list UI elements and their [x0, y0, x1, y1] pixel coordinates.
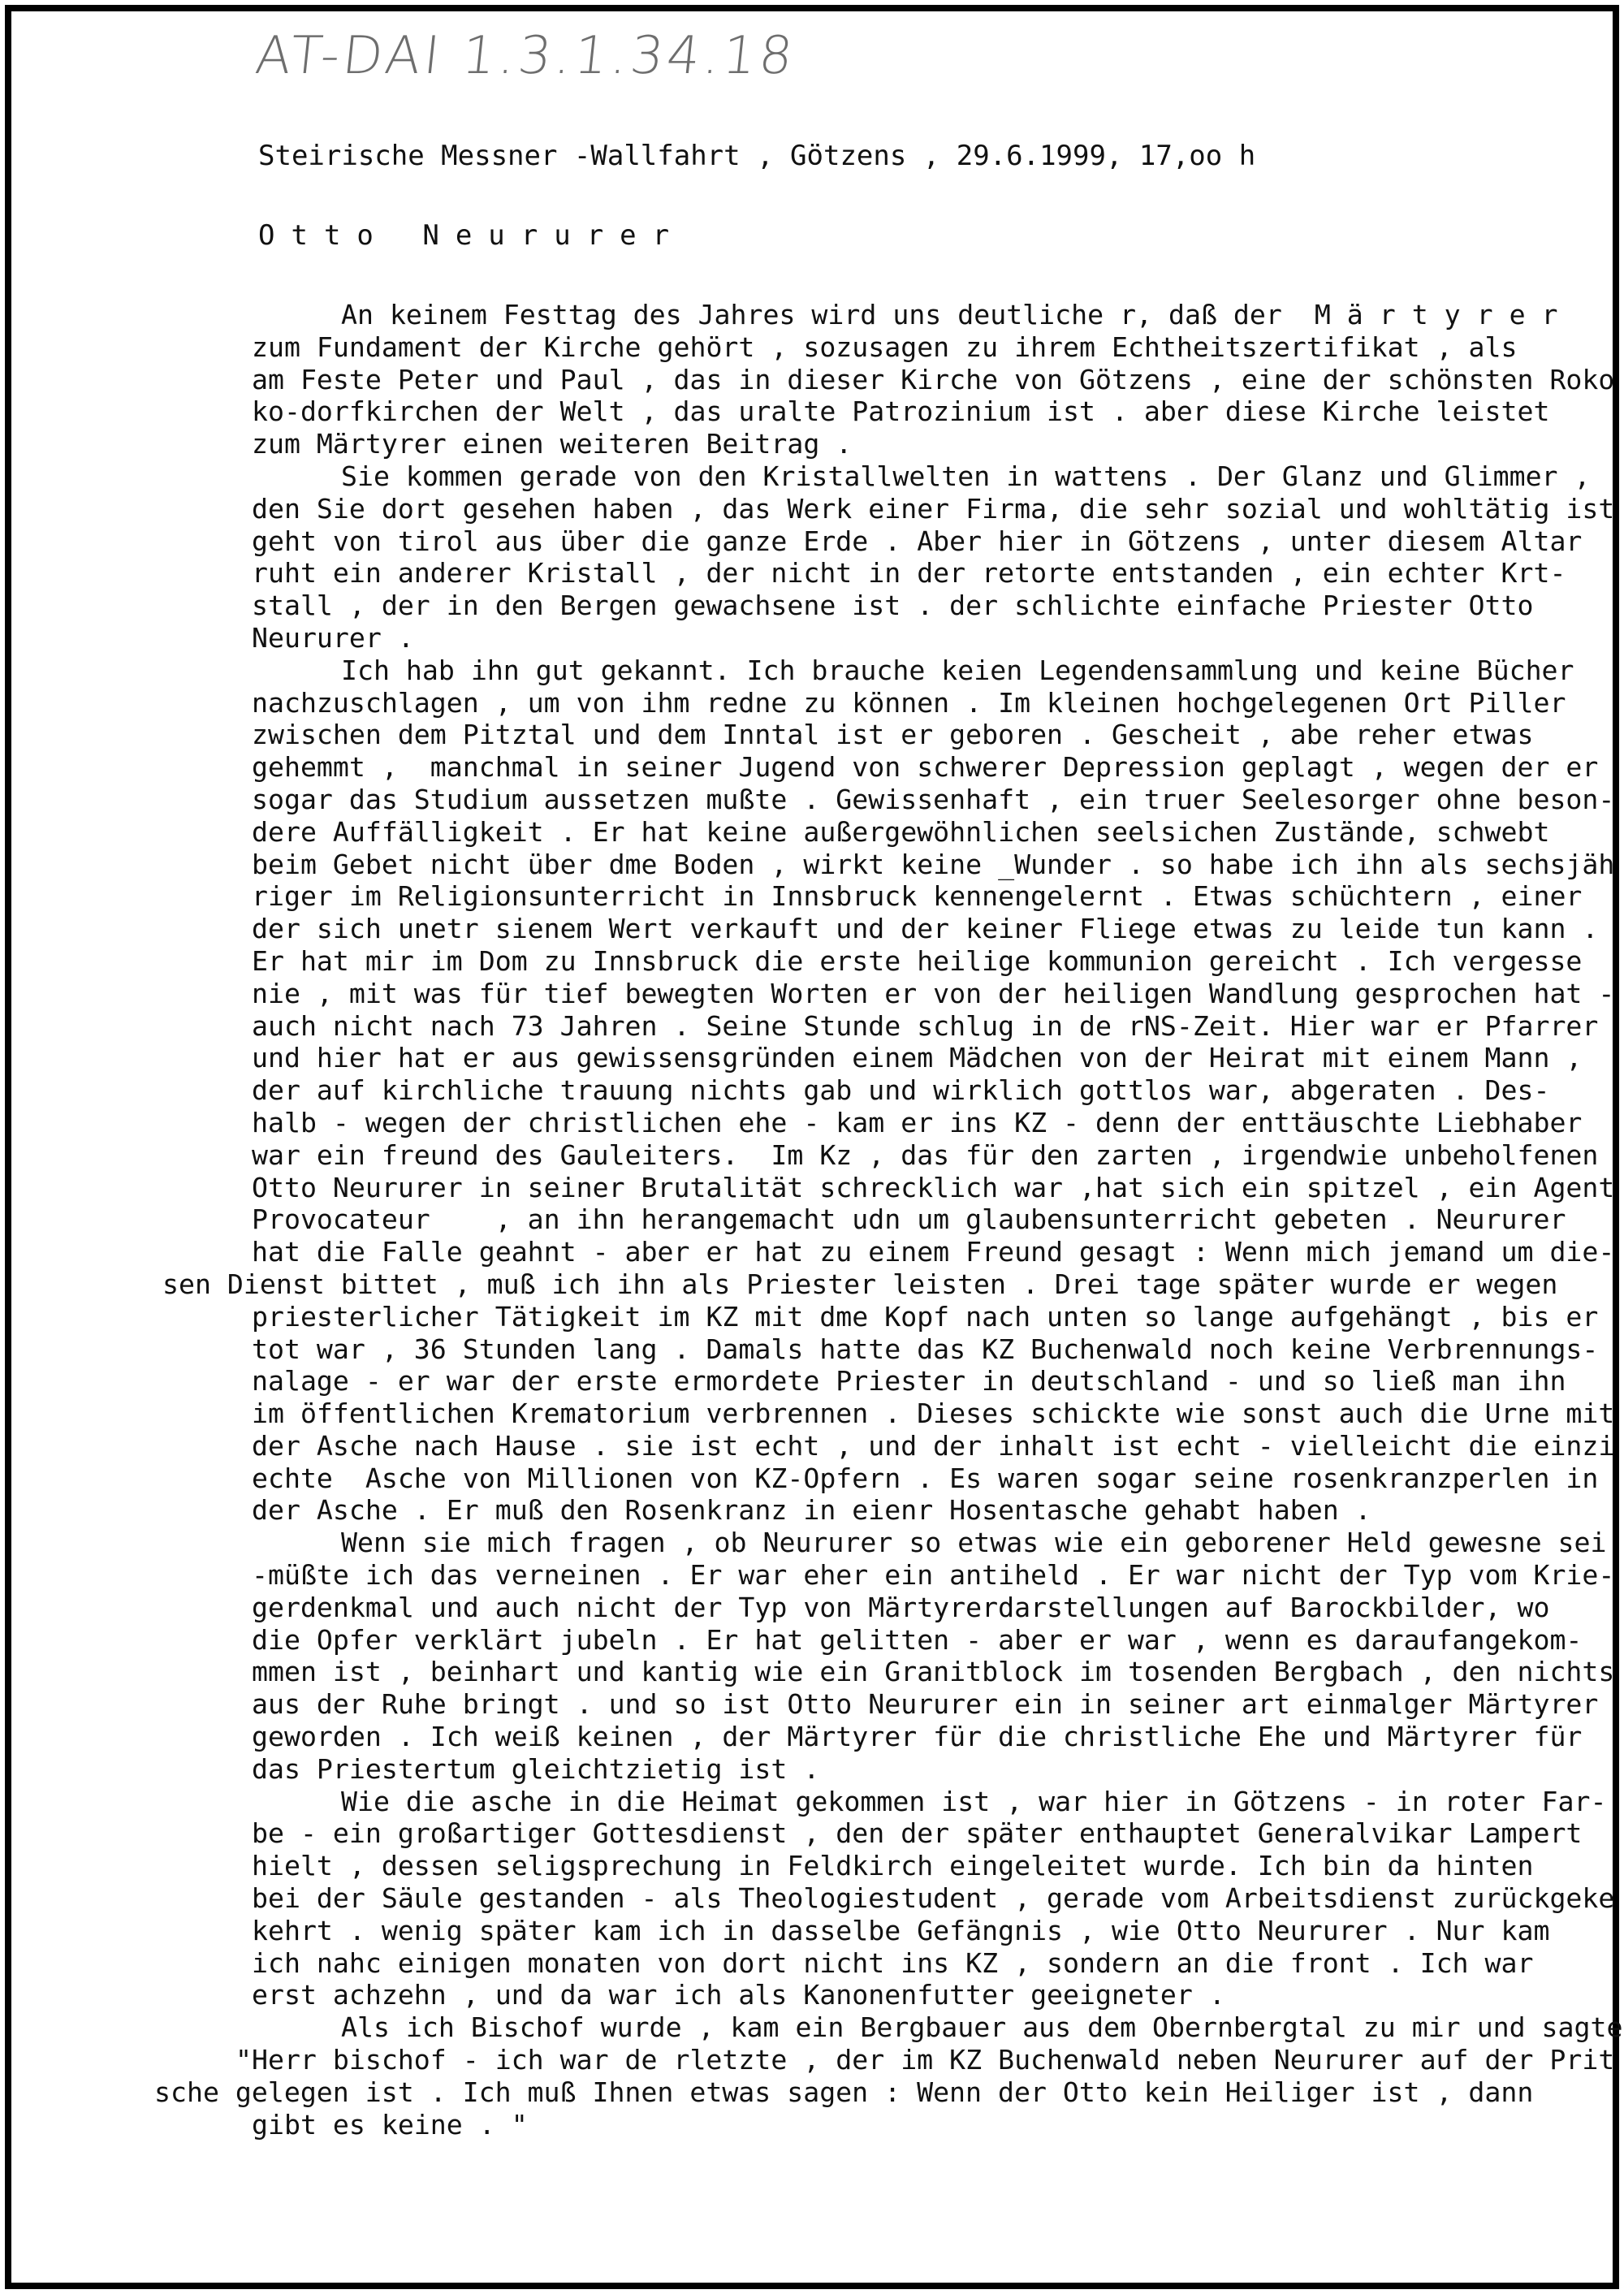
text-line: Otto Neururer in seiner Brutalität schrecklich war ,hat sich ein spitzel , ein Agent	[252, 1171, 1615, 1203]
text-line: nachzuschlagen , um von ihm redne zu können . Im kleinen hochgelegenen Ort Piller	[252, 686, 1566, 719]
text-line: priesterlicher Tätigkeit im KZ mit dme Kopf nach unten so lange aufgehängt , bis er	[252, 1300, 1599, 1333]
text-line: Sie kommen gerade von den Kristallwelten in wattens . Der Glanz und Glimmer ,	[341, 460, 1591, 492]
text-line: ko-dorfkirchen der Welt , das uralte Patrozinium ist . aber diese Kirche leistet	[252, 395, 1550, 428]
document-header: Steirische Messner -Wallfahrt , Götzens , 29.6.1999, 17,oo h	[258, 140, 1256, 172]
text-line: gibt es keine . "	[252, 2108, 528, 2141]
text-line: Provocateur , an ihn herangemacht udn um glaubensunterricht gebeten . Neururer	[252, 1203, 1566, 1236]
text-line: auch nicht nach 73 Jahren . Seine Stunde schlug in de rNS-Zeit. Hier war er Pfarrer	[252, 1009, 1599, 1042]
text-line: gerdenkmal und auch nicht der Typ von Märtyrerdarstellungen auf Barockbilder, wo	[252, 1591, 1550, 1623]
text-line: zum Märtyrer einen weiteren Beitrag .	[252, 428, 853, 460]
text-line: aus der Ruhe bringt . und so ist Otto Neururer ein in seiner art einmalger Märtyrer	[252, 1688, 1599, 1721]
text-line: -müßte ich das verneinen . Er war eher ein antiheld . Er war nicht der Typ vom Krie-	[252, 1559, 1615, 1592]
text-line: Wie die asche in die Heimat gekommen ist , war hier in Götzens - in roter Far-	[341, 1785, 1607, 1817]
text-line: be - ein großartiger Gottesdienst , den der später enthauptet Generalvikar Lampert	[252, 1817, 1583, 1850]
document-subject: Otto Neururer	[258, 219, 686, 252]
text-line: mmen ist , beinhart und kantig wie ein Granitblock im tosenden Bergbach , den nichts	[252, 1656, 1615, 1688]
text-line: sen Dienst bittet , muß ich ihn als Priester leisten . Drei tage später wurde er wegen	[162, 1268, 1558, 1300]
text-line: im öffentlichen Krematorium verbrennen . Dieses schickte wie sonst auch die Urne mit	[252, 1398, 1615, 1430]
text-line: den Sie dort gesehen haben , das Werk einer Firma, die sehr sozial und wohltätig ist	[252, 492, 1615, 525]
text-line: nalage - er war der erste ermordete Priester in deutschland - und so ließ man ihn	[252, 1365, 1566, 1398]
text-line: der Asche . Er muß den Rosenkranz in eienr Hosentasche gehabt haben .	[252, 1494, 1371, 1527]
text-line: war ein freund des Gauleiters. Im Kz , das für den zarten , irgendwie unbeholfenen	[252, 1138, 1599, 1171]
text-line: kehrt . wenig später kam ich in dasselbe Gefängnis , wie Otto Neururer . Nur kam	[252, 1914, 1550, 1946]
text-line: erst achzehn , und da war ich als Kanonenfutter geeigneter .	[252, 1979, 1225, 2011]
text-line: der auf kirchliche trauung nichts gab und wirklich gottlos war, abgeraten . Des-	[252, 1074, 1550, 1107]
text-line: die Opfer verklärt jubeln . Er hat gelitten - aber er war , wenn es daraufangekom-	[252, 1623, 1583, 1656]
body-text	[0, 299, 1624, 2141]
text-line: Neururer .	[252, 621, 414, 654]
text-line: bei der Säule gestanden - als Theologiestudent , gerade vom Arbeitsdienst zurückgeke	[252, 1882, 1615, 1915]
text-line: An keinem Festtag des Jahres wird uns deutliche r, daß der M ä r t y r e r	[341, 299, 1558, 330]
text-line: ich nahc einigen monaten von dort nicht ins KZ , sondern an die front . Ich war	[252, 1946, 1534, 1979]
text-line: sche gelegen ist . Ich muß Ihnen etwas sagen : Wenn der Otto kein Heiliger ist , dann	[154, 2076, 1534, 2108]
text-line: zum Fundament der Kirche gehört , sozusagen zu ihrem Echtheitszertifikat , als	[252, 330, 1518, 363]
text-line: am Feste Peter und Paul , das in dieser Kirche von Götzens , eine der schönsten Roko	[252, 363, 1615, 395]
text-line: zwischen dem Pitztal und dem Inntal ist er geboren . Gescheit , abe reher etwas	[252, 719, 1534, 751]
text-line: geworden . Ich weiß keinen , der Märtyrer für die christliche Ehe und Märtyrer für	[252, 1721, 1583, 1753]
text-line: "Herr bischof - ich war de rletzte , der im KZ Buchenwald neben Neururer auf der Prit	[235, 2044, 1615, 2076]
text-line: Er hat mir im Dom zu Innsbruck die erste heilige kommunion gereicht . Ich vergesse	[252, 944, 1583, 977]
text-line: riger im Religionsunterricht in Innsbruck kennengelernt . Etwas schüchtern , einer	[252, 880, 1583, 913]
text-line: tot war , 36 Stunden lang . Damals hatte das KZ Buchenwald noch keine Verbrennungs-	[252, 1333, 1599, 1365]
text-line: Ich hab ihn gut gekannt. Ich brauche keien Legendensammlung und keine Bücher	[341, 654, 1574, 686]
text-line: nie , mit was für tief bewegten Worten er von der heiligen Wandlung gesprochen hat -	[252, 977, 1615, 1009]
text-line: hielt , dessen seligsprechung in Feldkirch eingeleitet wurde. Ich bin da hinten	[252, 1850, 1534, 1882]
text-line: Wenn sie mich fragen , ob Neururer so etwas wie ein geborener Held gewesne sei	[341, 1527, 1607, 1559]
text-line: halb - wegen der christlichen ehe - kam er ins KZ - denn der enttäuschte Liebhaber	[252, 1106, 1583, 1138]
text-line: sogar das Studium aussetzen mußte . Gewissenhaft , ein truer Seelesorger ohne beson-	[252, 783, 1615, 815]
text-line: gehemmt , manchmal in seiner Jugend von schwerer Depression geplagt , wegen der er	[252, 751, 1599, 784]
text-line: und hier hat er aus gewissensgründen einem Mädchen von der Heirat mit einem Mann ,	[252, 1042, 1583, 1074]
text-line: stall , der in den Bergen gewachsene ist . der schlichte einfache Priester Otto	[252, 590, 1534, 622]
text-line: ruht ein anderer Kristall , der nicht in der retorte entstanden , ein echter Krt-	[252, 557, 1566, 590]
text-line: hat die Falle geahnt - aber er hat zu einem Freund gesagt : Wenn mich jemand um die-	[252, 1236, 1615, 1268]
text-line: Als ich Bischof wurde , kam ein Bergbauer aus dem Obernbergtal zu mir und sagte	[341, 2011, 1623, 2044]
text-line: beim Gebet nicht über dme Boden , wirkt keine _Wunder . so habe ich ihn als sechsjäh	[252, 848, 1615, 880]
handwritten-archive-reference: AT-DAI 1.3.1.34.18	[253, 26, 799, 86]
text-line: der sich unetr sienem Wert verkauft und der keiner Fliege etwas zu leide tun kann .	[252, 913, 1599, 945]
text-line: dere Auffälligkeit . Er hat keine außergewöhnlichen seelsichen Zustände, schwebt	[252, 815, 1550, 848]
text-line: geht von tirol aus über die ganze Erde . Aber hier in Götzens , unter diesem Altar	[252, 525, 1583, 557]
text-line: echte Asche von Millionen von KZ-Opfern . Es waren sogar seine rosenkranzperlen in	[252, 1462, 1599, 1494]
text-line: der Asche nach Hause . sie ist echt , und der inhalt ist echt - vielleicht die einzi	[252, 1429, 1615, 1462]
text-line: das Priestertum gleichtzietig ist .	[252, 1752, 820, 1785]
